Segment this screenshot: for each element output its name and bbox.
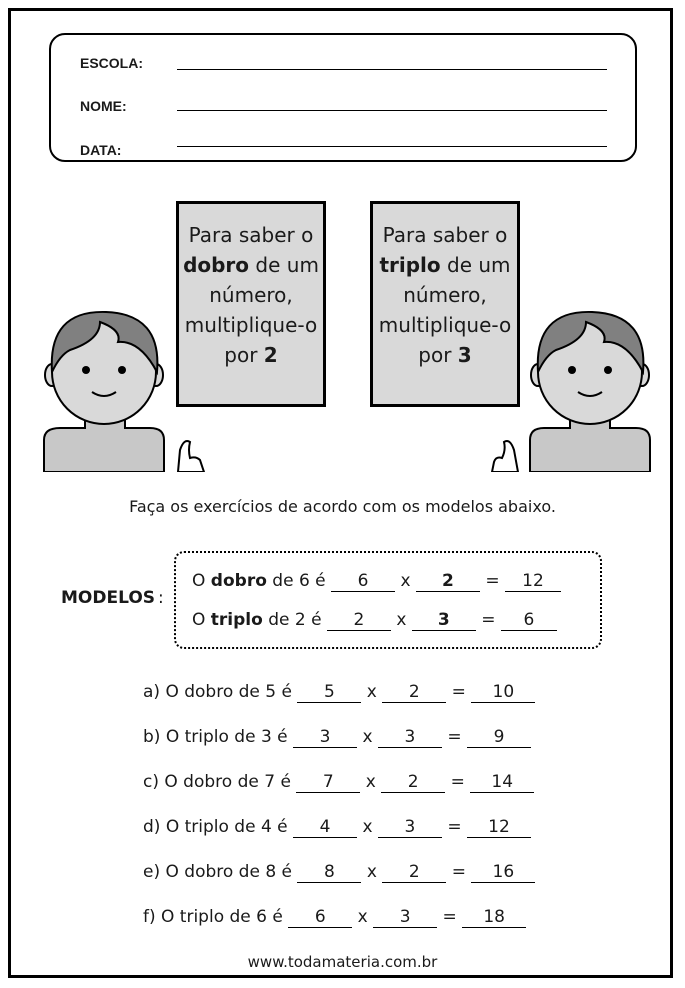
model-dobro-pre: O	[192, 571, 211, 591]
card-right-line2	[373, 250, 517, 280]
card-left-line2-rest: de um	[249, 253, 319, 277]
date-line[interactable]	[177, 146, 607, 147]
exercise-e-times: x	[366, 862, 377, 882]
exercise-f-text: f) O triplo de 6 é	[143, 907, 283, 927]
model-dobro-r: 12	[505, 571, 561, 592]
exercise-d-text: d) O triplo de 4 é	[143, 817, 288, 837]
exercise-d-answer-3[interactable]: 12	[467, 817, 531, 838]
model-triplo	[192, 610, 557, 631]
card-right-keyword: triplo	[379, 253, 441, 277]
exercise-a-eq: =	[451, 682, 466, 702]
exercise-c	[143, 772, 534, 793]
exercise-a-answer-2[interactable]: 2	[382, 682, 446, 703]
model-dobro-b: 2	[416, 571, 480, 592]
model-triplo-keyword: triplo	[210, 610, 263, 630]
exercise-f-answer-3[interactable]: 18	[462, 907, 526, 928]
exercise-c-answer-2[interactable]: 2	[381, 772, 445, 793]
school-line[interactable]	[177, 69, 607, 70]
model-dobro-eq: =	[485, 571, 500, 591]
school-label: ESCOLA:	[80, 55, 143, 71]
card-right-line5-pre: por	[418, 343, 458, 367]
exercise-b-eq: =	[447, 727, 462, 747]
exercise-e	[143, 862, 535, 883]
card-left-keyword: dobro	[183, 253, 250, 277]
exercise-a-answer-3[interactable]: 10	[471, 682, 535, 703]
model-triplo-pre: O	[192, 610, 211, 630]
exercise-e-text: e) O dobro de 8 é	[143, 862, 293, 882]
models-label: MODELOS	[61, 588, 156, 608]
card-right-line3: número,	[403, 283, 487, 307]
triplo-rule-card	[370, 201, 520, 407]
exercise-f-eq: =	[442, 907, 457, 927]
exercise-f-times: x	[357, 907, 368, 927]
model-triplo-a: 2	[327, 610, 391, 631]
exercise-b-answer-1[interactable]: 3	[293, 727, 357, 748]
exercise-f	[143, 907, 526, 928]
dobro-rule-card	[176, 201, 326, 407]
exercise-b-answer-3[interactable]: 9	[467, 727, 531, 748]
models-colon: :	[158, 588, 164, 608]
card-left-line5	[179, 340, 323, 370]
exercise-f-answer-2[interactable]: 3	[373, 907, 437, 928]
model-dobro-keyword: dobro	[210, 571, 267, 591]
card-left-factor: 2	[263, 343, 278, 367]
card-left-line2	[179, 250, 323, 280]
exercise-d-answer-1[interactable]: 4	[293, 817, 357, 838]
exercise-a	[143, 682, 535, 703]
exercise-b-times: x	[362, 727, 373, 747]
card-left-line3: número,	[209, 283, 293, 307]
header-form	[49, 33, 637, 162]
exercise-d	[143, 817, 531, 838]
footer-url[interactable]: www.todamateria.com.br	[247, 953, 438, 971]
exercise-b-answer-2[interactable]: 3	[378, 727, 442, 748]
exercise-e-answer-2[interactable]: 2	[382, 862, 446, 883]
exercise-d-eq: =	[447, 817, 462, 837]
card-left-line1: Para saber o	[188, 223, 314, 247]
exercise-a-answer-1[interactable]: 5	[297, 682, 361, 703]
exercise-c-eq: =	[450, 772, 465, 792]
exercise-b	[143, 727, 531, 748]
card-right-line5	[373, 340, 517, 370]
card-right-line4: multiplique-o	[378, 313, 512, 337]
card-right-factor: 3	[457, 343, 472, 367]
name-line[interactable]	[177, 110, 607, 111]
exercise-b-text: b) O triplo de 3 é	[143, 727, 288, 747]
exercise-a-times: x	[366, 682, 377, 702]
card-left-line5-pre: por	[224, 343, 264, 367]
exercise-c-answer-3[interactable]: 14	[470, 772, 534, 793]
exercise-e-answer-1[interactable]: 8	[297, 862, 361, 883]
model-triplo-eq: =	[481, 610, 496, 630]
exercise-e-eq: =	[451, 862, 466, 882]
card-left-line4: multiplique-o	[184, 313, 318, 337]
model-triplo-b: 3	[412, 610, 476, 631]
model-dobro	[192, 571, 561, 592]
exercise-a-text: a) O dobro de 5 é	[143, 682, 292, 702]
model-dobro-a: 6	[331, 571, 395, 592]
exercise-f-answer-1[interactable]: 6	[288, 907, 352, 928]
card-right-line1: Para saber o	[382, 223, 508, 247]
exercise-d-times: x	[362, 817, 373, 837]
exercise-d-answer-2[interactable]: 3	[378, 817, 442, 838]
exercise-e-answer-3[interactable]: 16	[471, 862, 535, 883]
model-dobro-times: x	[400, 571, 411, 591]
model-dobro-post: de 6 é	[266, 571, 326, 591]
model-triplo-post: de 2 é	[262, 610, 322, 630]
model-triplo-r: 6	[501, 610, 557, 631]
exercise-c-times: x	[365, 772, 376, 792]
exercise-c-answer-1[interactable]: 7	[296, 772, 360, 793]
exercise-c-text: c) O dobro de 7 é	[143, 772, 291, 792]
name-label: NOME:	[80, 98, 127, 114]
date-label: DATA:	[80, 142, 122, 158]
models-box	[174, 551, 602, 649]
card-right-line2-rest: de um	[440, 253, 511, 277]
model-triplo-times: x	[396, 610, 407, 630]
instructions: Faça os exercícios de acordo com os modelos abaixo.	[129, 497, 556, 516]
